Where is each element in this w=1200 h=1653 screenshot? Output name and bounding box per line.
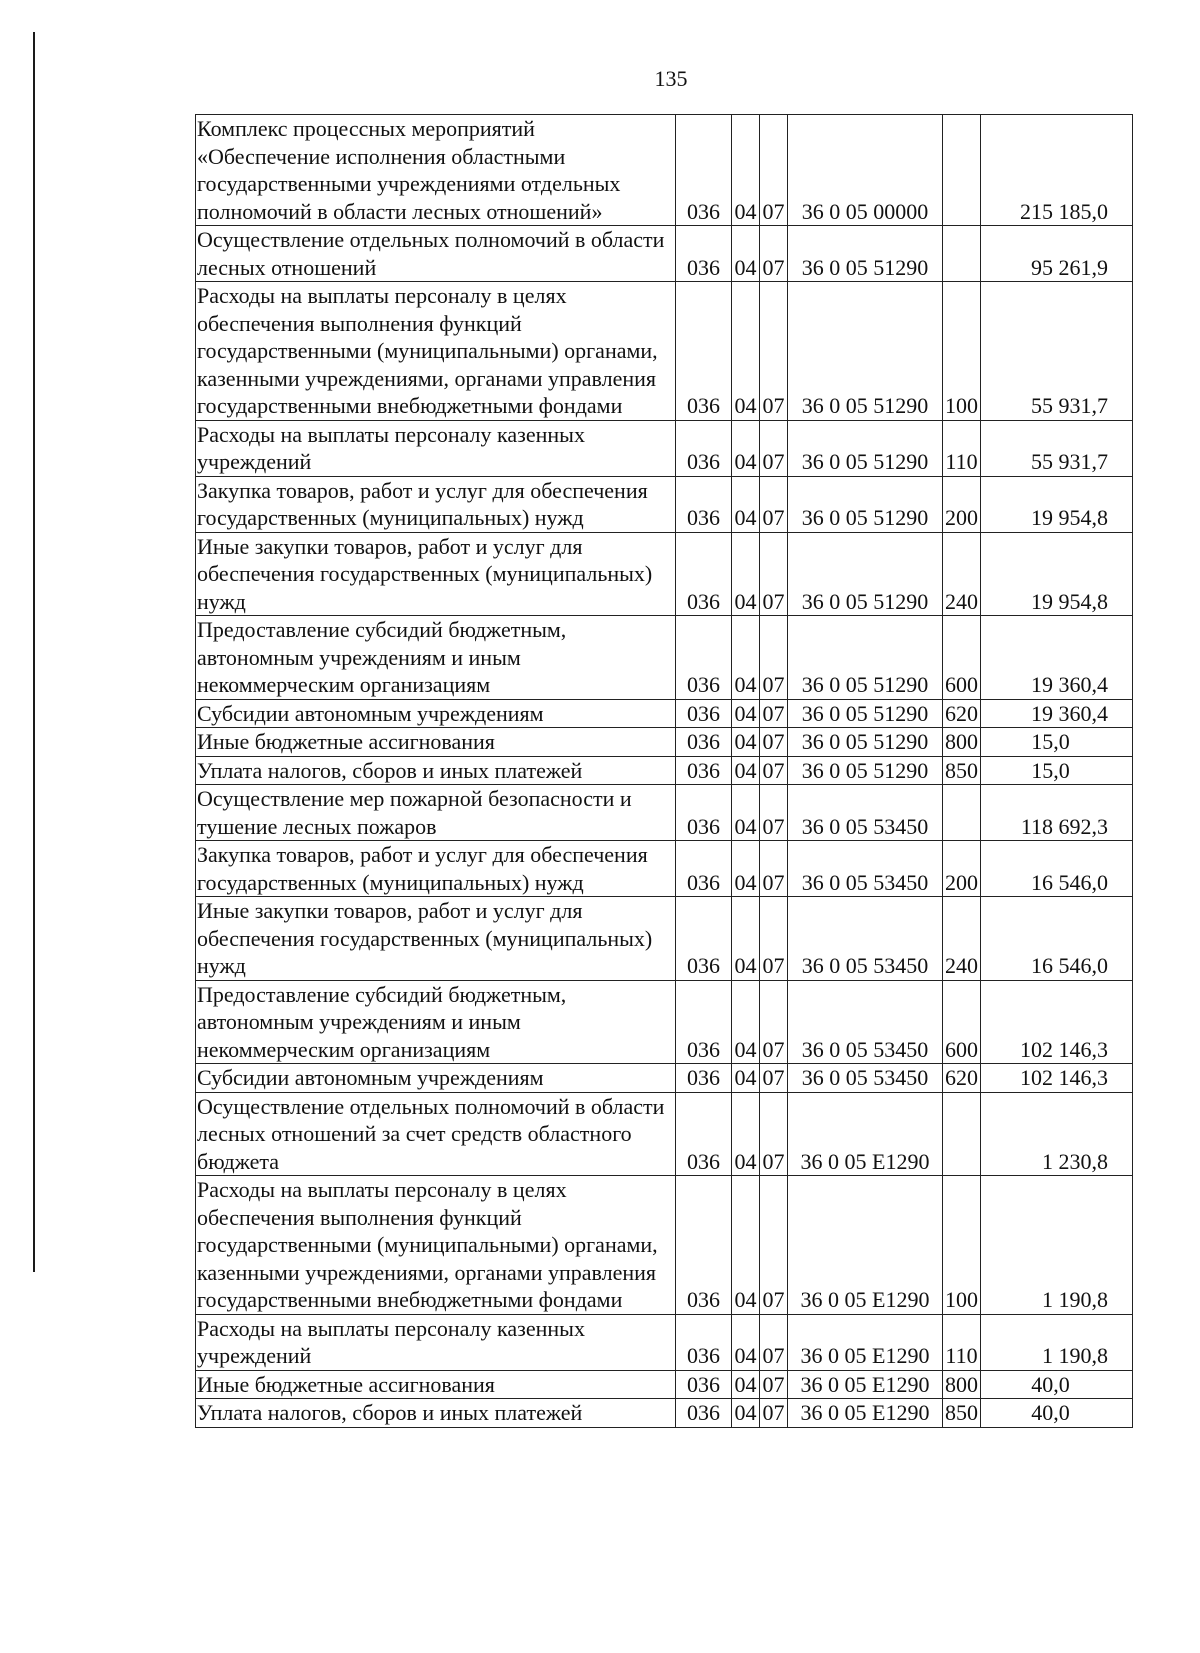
- row-name-cell: Предоставление субсидий бюджетным, автономным учреждениям и иным некоммерческим организациям: [196, 616, 676, 700]
- section-code-cell: 04: [732, 226, 760, 282]
- row-name-cell: Иные бюджетные ассигнования: [196, 728, 676, 757]
- target-article-cell: 36 0 05 51290: [788, 226, 943, 282]
- table-row: [196, 897, 1133, 981]
- amount-cell: 19 954,8: [981, 476, 1133, 532]
- table-row: [196, 1370, 1133, 1399]
- ministry-code-cell: 036: [676, 532, 732, 616]
- amount-cell: 16 546,0: [981, 841, 1133, 897]
- amount-cell: 55 931,7: [981, 420, 1133, 476]
- subsection-code-cell: 07: [760, 532, 788, 616]
- amount-cell: 1 190,8: [981, 1176, 1133, 1315]
- row-name-cell: Осуществление мер пожарной безопасности и тушение лесных пожаров: [196, 785, 676, 841]
- ministry-code-cell: 036: [676, 756, 732, 785]
- subsection-code-cell: 07: [760, 476, 788, 532]
- section-code-cell: 04: [732, 897, 760, 981]
- subsection-code-cell: 07: [760, 785, 788, 841]
- amount-cell: 95 261,9: [981, 226, 1133, 282]
- section-code-cell: 04: [732, 785, 760, 841]
- expense-type-cell: 620: [943, 699, 981, 728]
- subsection-code-cell: 07: [760, 616, 788, 700]
- section-code-cell: 04: [732, 1399, 760, 1428]
- table-row: [196, 1176, 1133, 1315]
- ministry-code-cell: 036: [676, 616, 732, 700]
- amount-cell: 102 146,3: [981, 1064, 1133, 1093]
- ministry-code-cell: 036: [676, 420, 732, 476]
- ministry-code-cell: 036: [676, 282, 732, 421]
- ministry-code-cell: 036: [676, 728, 732, 757]
- target-article-cell: 36 0 05 53450: [788, 1064, 943, 1093]
- target-article-cell: 36 0 05 51290: [788, 532, 943, 616]
- expense-type-cell: [943, 785, 981, 841]
- ministry-code-cell: 036: [676, 897, 732, 981]
- amount-cell: 15,0: [981, 728, 1133, 757]
- target-article-cell: 36 0 05 51290: [788, 616, 943, 700]
- row-name-cell: Расходы на выплаты персоналу казенных учреждений: [196, 1314, 676, 1370]
- amount-cell: 55 931,7: [981, 282, 1133, 421]
- table-row: [196, 756, 1133, 785]
- subsection-code-cell: 07: [760, 1176, 788, 1315]
- table-row: [196, 616, 1133, 700]
- row-name-cell: Иные бюджетные ассигнования: [196, 1370, 676, 1399]
- target-article-cell: 36 0 05 E1290: [788, 1092, 943, 1176]
- ministry-code-cell: 036: [676, 785, 732, 841]
- expense-type-cell: 800: [943, 1370, 981, 1399]
- subsection-code-cell: 07: [760, 841, 788, 897]
- table-row: [196, 532, 1133, 616]
- amount-cell: 215 185,0: [981, 115, 1133, 226]
- amount-cell: 1 190,8: [981, 1314, 1133, 1370]
- subsection-code-cell: 07: [760, 115, 788, 226]
- target-article-cell: 36 0 05 51290: [788, 420, 943, 476]
- expense-type-cell: 100: [943, 282, 981, 421]
- ministry-code-cell: 036: [676, 841, 732, 897]
- subsection-code-cell: 07: [760, 756, 788, 785]
- row-name-cell: Расходы на выплаты персоналу в целях обеспечения выполнения функций государственными (муниципальными) органами, казенными учреждениями, органами управления государственными внебюджетными фондами: [196, 282, 676, 421]
- ministry-code-cell: 036: [676, 1399, 732, 1428]
- section-code-cell: 04: [732, 115, 760, 226]
- expense-type-cell: 110: [943, 1314, 981, 1370]
- section-code-cell: 04: [732, 616, 760, 700]
- row-name-cell: Осуществление отдельных полномочий в области лесных отношений за счет средств областного бюджета: [196, 1092, 676, 1176]
- ministry-code-cell: 036: [676, 1314, 732, 1370]
- table-row: [196, 476, 1133, 532]
- subsection-code-cell: 07: [760, 1064, 788, 1093]
- target-article-cell: 36 0 05 53450: [788, 980, 943, 1064]
- row-name-cell: Расходы на выплаты персоналу в целях обеспечения выполнения функций государственными (муниципальными) органами, казенными учреждениями, органами управления государственными внебюджетными фондами: [196, 1176, 676, 1315]
- subsection-code-cell: 07: [760, 699, 788, 728]
- ministry-code-cell: 036: [676, 1092, 732, 1176]
- page-number: 135: [654, 66, 688, 91]
- ministry-code-cell: 036: [676, 115, 732, 226]
- amount-cell: 1 230,8: [981, 1092, 1133, 1176]
- table-row: [196, 785, 1133, 841]
- target-article-cell: 36 0 05 53450: [788, 841, 943, 897]
- subsection-code-cell: 07: [760, 1314, 788, 1370]
- expense-type-cell: 600: [943, 616, 981, 700]
- section-code-cell: 04: [732, 1064, 760, 1093]
- amount-cell: 40,0: [981, 1370, 1133, 1399]
- section-code-cell: 04: [732, 1092, 760, 1176]
- row-name-cell: Иные закупки товаров, работ и услуг для обеспечения государственных (муниципальных) нужд: [196, 532, 676, 616]
- amount-cell: 118 692,3: [981, 785, 1133, 841]
- subsection-code-cell: 07: [760, 980, 788, 1064]
- section-code-cell: 04: [732, 532, 760, 616]
- expense-type-cell: [943, 226, 981, 282]
- section-code-cell: 04: [732, 420, 760, 476]
- expense-type-cell: 110: [943, 420, 981, 476]
- expense-type-cell: 600: [943, 980, 981, 1064]
- table-row: [196, 1064, 1133, 1093]
- subsection-code-cell: 07: [760, 1370, 788, 1399]
- row-name-cell: Закупка товаров, работ и услуг для обеспечения государственных (муниципальных) нужд: [196, 841, 676, 897]
- row-name-cell: Уплата налогов, сборов и иных платежей: [196, 756, 676, 785]
- table-row: [196, 115, 1133, 226]
- budget-table: [195, 114, 1133, 1428]
- amount-cell: 19 360,4: [981, 699, 1133, 728]
- expense-type-cell: 850: [943, 1399, 981, 1428]
- subsection-code-cell: 07: [760, 1092, 788, 1176]
- row-name-cell: Расходы на выплаты персоналу казенных учреждений: [196, 420, 676, 476]
- ministry-code-cell: 036: [676, 1370, 732, 1399]
- section-code-cell: 04: [732, 980, 760, 1064]
- section-code-cell: 04: [732, 476, 760, 532]
- ministry-code-cell: 036: [676, 226, 732, 282]
- table-row: [196, 728, 1133, 757]
- expense-type-cell: 240: [943, 532, 981, 616]
- target-article-cell: 36 0 05 51290: [788, 756, 943, 785]
- target-article-cell: 36 0 05 E1290: [788, 1314, 943, 1370]
- amount-cell: 102 146,3: [981, 980, 1133, 1064]
- expense-type-cell: [943, 1092, 981, 1176]
- subsection-code-cell: 07: [760, 226, 788, 282]
- table-row: [196, 226, 1133, 282]
- row-name-cell: Комплекс процессных мероприятий «Обеспечение исполнения областными государственными учреждениями отдельных полномочий в области лесных отношений»: [196, 115, 676, 226]
- section-code-cell: 04: [732, 1314, 760, 1370]
- binding-margin-line: [33, 32, 35, 1272]
- amount-cell: 19 954,8: [981, 532, 1133, 616]
- section-code-cell: 04: [732, 1370, 760, 1399]
- target-article-cell: 36 0 05 00000: [788, 115, 943, 226]
- subsection-code-cell: 07: [760, 282, 788, 421]
- subsection-code-cell: 07: [760, 897, 788, 981]
- amount-cell: 40,0: [981, 1399, 1133, 1428]
- row-name-cell: Субсидии автономным учреждениям: [196, 699, 676, 728]
- table-row: [196, 699, 1133, 728]
- expense-type-cell: 200: [943, 841, 981, 897]
- table-row: [196, 1092, 1133, 1176]
- target-article-cell: 36 0 05 51290: [788, 699, 943, 728]
- expense-type-cell: 200: [943, 476, 981, 532]
- row-name-cell: Уплата налогов, сборов и иных платежей: [196, 1399, 676, 1428]
- amount-cell: 15,0: [981, 756, 1133, 785]
- ministry-code-cell: 036: [676, 476, 732, 532]
- target-article-cell: 36 0 05 E1290: [788, 1399, 943, 1428]
- target-article-cell: 36 0 05 E1290: [788, 1176, 943, 1315]
- expense-type-cell: 240: [943, 897, 981, 981]
- ministry-code-cell: 036: [676, 1064, 732, 1093]
- amount-cell: 16 546,0: [981, 897, 1133, 981]
- target-article-cell: 36 0 05 51290: [788, 728, 943, 757]
- subsection-code-cell: 07: [760, 420, 788, 476]
- section-code-cell: 04: [732, 1176, 760, 1315]
- table-row: [196, 841, 1133, 897]
- expense-type-cell: [943, 115, 981, 226]
- target-article-cell: 36 0 05 51290: [788, 282, 943, 421]
- expense-type-cell: 620: [943, 1064, 981, 1093]
- table-row: [196, 282, 1133, 421]
- section-code-cell: 04: [732, 282, 760, 421]
- row-name-cell: Иные закупки товаров, работ и услуг для обеспечения государственных (муниципальных) нужд: [196, 897, 676, 981]
- section-code-cell: 04: [732, 728, 760, 757]
- section-code-cell: 04: [732, 841, 760, 897]
- expense-type-cell: 800: [943, 728, 981, 757]
- row-name-cell: Предоставление субсидий бюджетным, автономным учреждениям и иным некоммерческим организациям: [196, 980, 676, 1064]
- amount-cell: 19 360,4: [981, 616, 1133, 700]
- table-row: [196, 980, 1133, 1064]
- subsection-code-cell: 07: [760, 1399, 788, 1428]
- row-name-cell: Осуществление отдельных полномочий в области лесных отношений: [196, 226, 676, 282]
- subsection-code-cell: 07: [760, 728, 788, 757]
- ministry-code-cell: 036: [676, 1176, 732, 1315]
- expense-type-cell: 100: [943, 1176, 981, 1315]
- ministry-code-cell: 036: [676, 699, 732, 728]
- ministry-code-cell: 036: [676, 980, 732, 1064]
- section-code-cell: 04: [732, 699, 760, 728]
- budget-table-body: [196, 115, 1133, 1428]
- expense-type-cell: 850: [943, 756, 981, 785]
- row-name-cell: Субсидии автономным учреждениям: [196, 1064, 676, 1093]
- row-name-cell: Закупка товаров, работ и услуг для обеспечения государственных (муниципальных) нужд: [196, 476, 676, 532]
- table-row: [196, 420, 1133, 476]
- table-row: [196, 1399, 1133, 1428]
- target-article-cell: 36 0 05 53450: [788, 897, 943, 981]
- table-row: [196, 1314, 1133, 1370]
- target-article-cell: 36 0 05 53450: [788, 785, 943, 841]
- target-article-cell: 36 0 05 E1290: [788, 1370, 943, 1399]
- target-article-cell: 36 0 05 51290: [788, 476, 943, 532]
- section-code-cell: 04: [732, 756, 760, 785]
